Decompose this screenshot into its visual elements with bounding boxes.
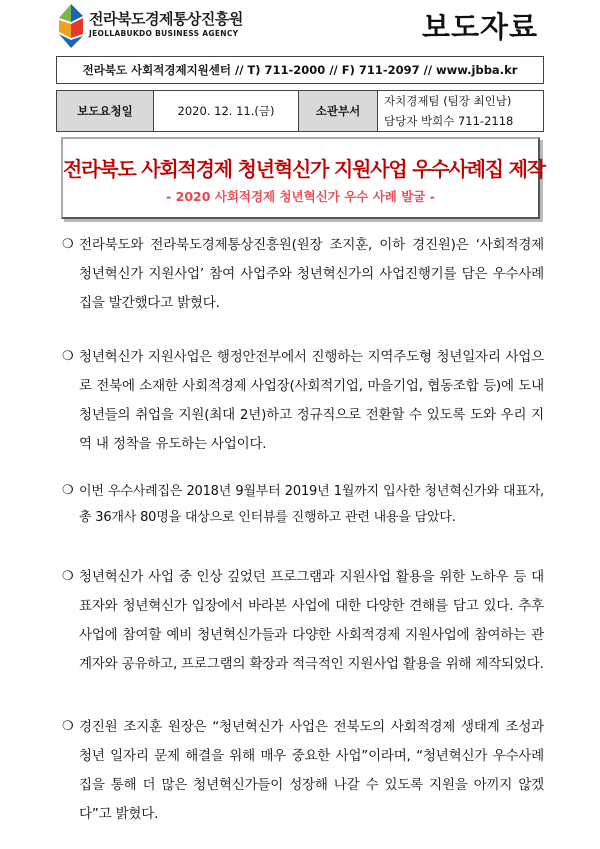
request-date-label: 보도요청일 [57, 91, 154, 132]
info-table [56, 90, 544, 132]
bullet-circle-icon: ❍ [62, 349, 74, 364]
paragraph-text: 청년혁신가 사업 중 인상 깊었던 프로그램과 지원사업 활용을 위한 노하우 등 대표자와 청년혁신가 입장에서 바라본 사업에 대한 다양한 견해를 담고 있다. 추후 사업에 참여할 예비 청년혁신가들과 다양한 사회적경제 지원사업에 참여하는 관계자와 공유하고, 프로그램의 확장과 적극적인 지원사업 활용을 위해 제작되었다. [79, 569, 544, 672]
contact-person: 담당자 박희수 711-2118 [384, 114, 514, 128]
headline-title: 전라북도 사회적경제 청년혁신가 지원사업 우수사례집 제작 [63, 157, 545, 181]
contact-bar [56, 56, 544, 84]
department-cell [378, 91, 544, 132]
bullet-circle-icon: ❍ [62, 483, 74, 498]
contact-line: 전라북도 사회적경제지원센터 // T) 711-2000 // F) 711-2097 // www.jbba.kr [82, 63, 518, 77]
document-type-title: 보도자료 [422, 10, 539, 44]
headline-box [61, 137, 545, 219]
paragraph-text: 경진원 조지훈 원장은 “청년혁신가 사업은 전북도의 사회적경제 생태계 조성과 청년 일자리 문제 해결을 위해 매우 중요한 사업”이라며, “청년혁신가 우수사례집을 통해 더 많은 청년혁신가들이 성장해 나갈 수 있도록 지원을 아끼지 않겠다”고 밝혔다. [79, 719, 544, 822]
department-value: 자치경제팀 (팀장 최인남) [384, 94, 512, 108]
org-name-english: JEOLLABUKDO BUSINESS AGENCY [89, 29, 239, 38]
headline-subtitle: - 2020 사회적경제 청년혁신가 우수 사례 발굴 - [166, 189, 435, 204]
bullet-circle-icon: ❍ [62, 569, 74, 584]
department-label: 소관부서 [299, 91, 378, 132]
agency-logo [57, 4, 243, 48]
bullet-circle-icon: ❍ [62, 719, 74, 734]
paragraph-text: 청년혁신가 지원사업은 행정안전부에서 진행하는 지역주도형 청년일자리 사업으로 전북에 소재한 사회적경제 사업장(사회적기업, 마을기업, 협동조합 등)에 도내 청년들의 취업을 지원(최대 2년)하고 정규직으로 전환할 수 있도록 도와 우리 지역 내 정착을 유도하는 사업이다. [79, 349, 544, 452]
paragraph-text: 이번 우수사례집은 2018년 9월부터 2019년 1월까지 입사한 청년혁신가와 대표자, 총 36개사 80명을 대상으로 인터뷰를 진행하고 관련 내용을 담았다. [79, 484, 544, 525]
agency-logo-mark-icon [57, 4, 85, 48]
request-date-value: 2020. 12. 11.(금) [154, 91, 299, 132]
bullet-circle-icon: ❍ [62, 237, 74, 252]
org-name-korean: 전라북도경제통상진흥원 [89, 10, 243, 28]
paragraph-text: 전라북도와 전라북도경제통상진흥원(원장 조지훈, 이하 경진원)은 ‘사회적경제 청년혁신가 지원사업’ 참여 사업주와 청년혁신가의 사업진행기를 담은 우수사례집을 발간했다고 밝혔다. [79, 237, 544, 311]
